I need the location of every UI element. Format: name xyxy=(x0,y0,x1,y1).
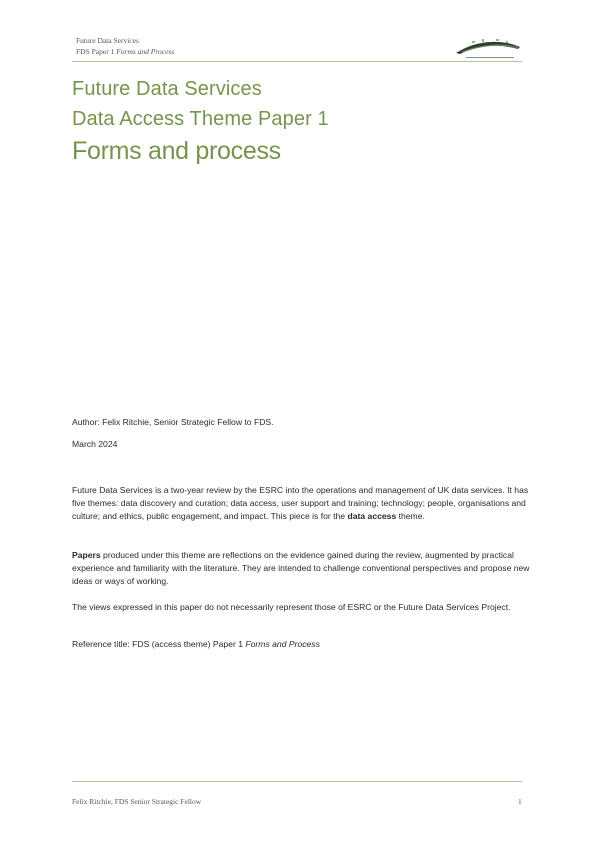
header-line-2 xyxy=(76,46,174,57)
title-main: Forms and process xyxy=(72,137,281,165)
footer-author: Felix Ritchie, FDS Senior Strategic Fellow xyxy=(72,797,202,806)
reference-italic: Forms and Process xyxy=(245,639,320,649)
papers-bold: Papers xyxy=(72,550,101,560)
papers-text: produced under this theme are reflections on the evidence gained during the review, augmented by practical experience and familiarity with the literature. They are intended to challenge conventional perspectives and propose new ideas or ways of working. xyxy=(72,550,530,586)
author-line: Author: Felix Ritchie, Senior Strategic Fellow to FDS. xyxy=(72,417,274,427)
views-paragraph: The views expressed in this paper do not necessarily represent those of ESRC or the Future Data Services Project. xyxy=(72,602,511,612)
intro-paragraph xyxy=(72,484,542,523)
date-line: March 2024 xyxy=(72,439,118,449)
reference-prefix: Reference title: FDS (access theme) Paper 1 xyxy=(72,639,246,649)
papers-paragraph xyxy=(72,549,542,588)
header-line-2-italic: Forms and Process xyxy=(116,47,175,56)
reference-line xyxy=(72,638,542,651)
intro-text: Future Data Services is a two-year review by the ESRC into the operations and management of UK data services. It has five themes: data discovery and curation; data access, user support and training; technology; people, organisations and culture; and ethics, public engagement, and impact. This piece is for the xyxy=(72,485,529,521)
header-rule xyxy=(72,61,522,62)
intro-suffix: theme. xyxy=(396,511,425,521)
running-header xyxy=(76,35,174,57)
fds-logo-icon xyxy=(452,33,524,63)
title-line-1: Future Data Services xyxy=(72,78,262,100)
page-number: 1 xyxy=(518,797,522,806)
header-line-1: Future Data Services xyxy=(76,36,139,45)
footer-rule xyxy=(72,781,522,782)
intro-bold: data access xyxy=(347,511,397,521)
header-line-2-prefix: FDS Paper 1 xyxy=(76,47,117,56)
title-line-2: Data Access Theme Paper 1 xyxy=(72,108,329,130)
